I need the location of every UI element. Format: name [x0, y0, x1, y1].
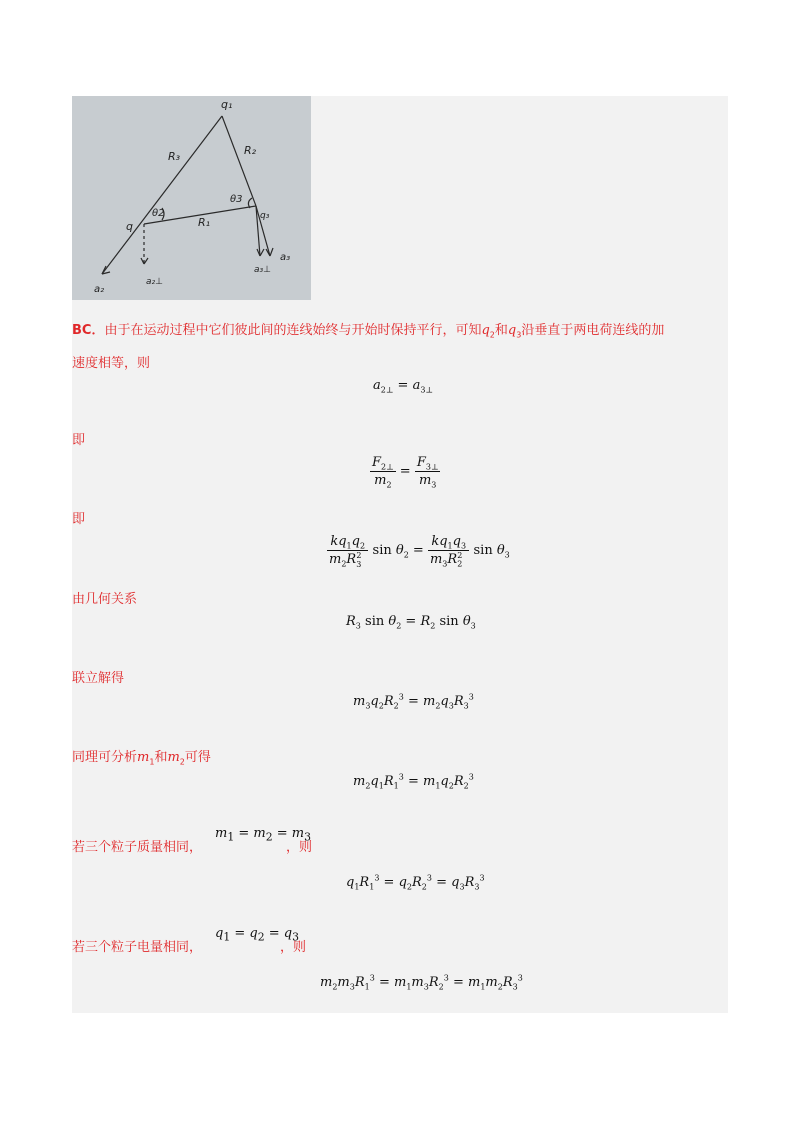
equation-result-1: $m_3q_2R_2^3 = m_2q_3R_3^3$ — [353, 692, 474, 711]
tongli-text-b: 可得 — [184, 750, 211, 765]
tongli-m2-sub: 2 — [179, 757, 185, 767]
label-charge-then: ，则 — [280, 940, 307, 955]
bc-q2-sub: 2 — [489, 330, 495, 340]
tongli-and: 和 — [154, 750, 168, 765]
label-mass-same: 若三个粒子质量相同， — [72, 840, 203, 855]
handwritten-diagram — [72, 96, 311, 300]
label-R3: R₃ — [168, 150, 181, 163]
bc-and: 和 — [494, 323, 508, 338]
label-ji-1: 即 — [72, 433, 86, 448]
label-q3: q₃ — [260, 211, 270, 221]
bc-line2: 速度相等，则 — [72, 355, 151, 371]
label-q2: q — [126, 220, 133, 233]
bc-prefix: BC． — [72, 323, 105, 338]
bc-q3: q — [507, 323, 517, 338]
label-a3perp: a₃⊥ — [254, 265, 271, 275]
label-a2: a₂ — [94, 284, 105, 295]
equation-mass-equal: $m_1 = m_2 = m_3$ — [215, 826, 311, 844]
equation-result-2: $m_2q_1R_1^3 = m_1q_2R_2^3$ — [353, 772, 474, 791]
label-lianli: 联立解得 — [72, 671, 125, 686]
tongli-m1: m — [137, 750, 150, 765]
equation-result-4: $m_2m_3R_1^3 = m_1m_3R_2^3 = m_1m_2R_3^3$ — [320, 973, 523, 992]
label-q1: q₁ — [221, 98, 233, 111]
bc-q2: q — [481, 323, 490, 338]
tongli-m1-sub: 1 — [149, 757, 155, 767]
label-tongli — [72, 746, 211, 767]
tongli-text: 同理可分析 — [72, 750, 138, 765]
bc-paragraph — [72, 317, 732, 378]
equation-result-3: $q_1R_1^3 = q_2R_2^3 = q_3R_3^3$ — [346, 873, 485, 892]
bc-text-2: 沿垂直于两电荷连线的加 — [521, 323, 665, 338]
label-charge-same: 若三个粒子电量相同， — [72, 940, 203, 955]
label-a3: a₃ — [280, 252, 291, 263]
tongli-m2: m — [167, 750, 180, 765]
label-theta2: θ2 — [152, 208, 165, 219]
equation-force: $\frac{F_{2\perp}}{m_2}$ = $\frac{F_{3\perp}}{m_3}$ — [372, 455, 439, 490]
label-theta3: θ3 — [230, 194, 243, 205]
label-R1: R₁ — [198, 216, 211, 229]
label-mass-then: ，则 — [286, 840, 313, 855]
label-R2: R₂ — [244, 144, 257, 157]
equation-charge-equal: $q_1 = q_2 = q_3$ — [215, 926, 299, 944]
bc-text-1: 由于在运动过程中它们彼此间的连线始终与开始时保持平行，可知 — [104, 323, 482, 338]
label-a2perp: a₂⊥ — [146, 277, 163, 287]
label-ji-2: 即 — [72, 512, 86, 527]
equation-acc: $a_{2\perp} = a_{3\perp}$ — [373, 378, 433, 395]
bc-q3-sub: 3 — [516, 330, 522, 340]
equation-geometry: $R_3$ $\sin \theta_2 = R_2$ $\sin \theta_3$ — [346, 614, 476, 631]
equation-coulomb: $\frac{kq_1q_2}{m_2R_3^2}$ $\sin \theta_2$ = $\frac{kq_1q_3}{m_3R_2^2}$ $\sin \theta_3$ — [329, 534, 510, 569]
label-geometry: 由几何关系 — [72, 592, 138, 607]
